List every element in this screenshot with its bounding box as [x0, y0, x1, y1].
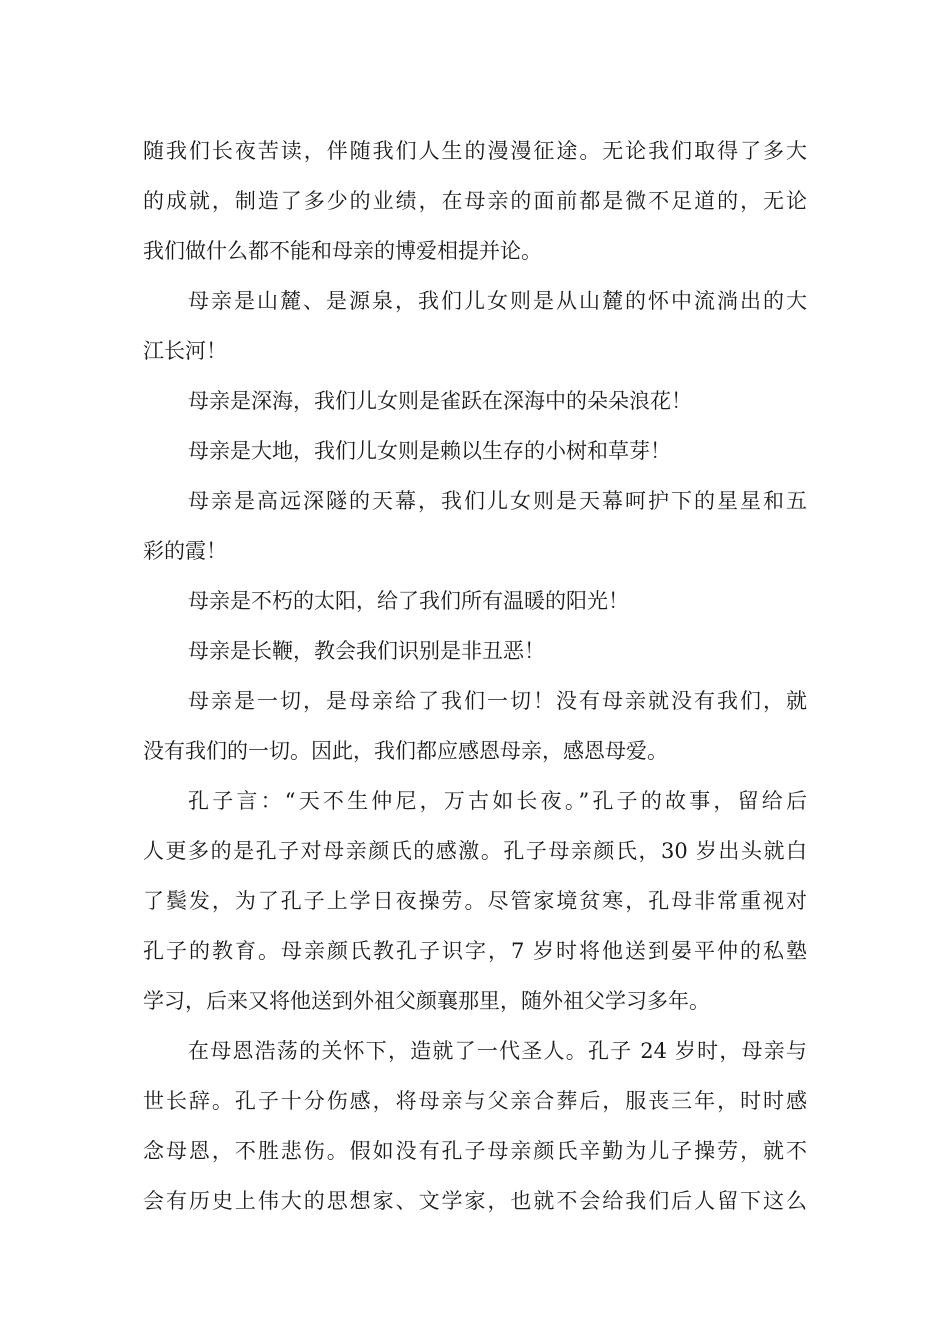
text-line: 了鬓发，为了孔子上学日夜操劳。尽管家境贫寒，孔母非常重视对: [143, 889, 807, 913]
text-line: 孔子的教育。母亲颜氏教孔子识字，7 岁时将他送到晏平仲的私塾: [143, 939, 807, 963]
text-line: 人更多的是孔子对母亲颜氏的感激。孔子母亲颜氏，30 岁出头就白: [143, 839, 807, 863]
text-line: 母亲是长鞭，教会我们识别是非丑恶！: [188, 639, 545, 663]
text-line: 学习，后来又将他送到外祖父颜襄那里，随外祖父学习多年。: [143, 989, 710, 1013]
paragraph-mountain: [143, 276, 807, 376]
text-line: 念母恩，不胜悲伤。假如没有孔子母亲颜氏辛勤为儿子操劳，就不: [143, 1139, 807, 1163]
paragraph-continuation: [143, 126, 807, 276]
text-line: 江长河！: [143, 339, 227, 363]
text-line: 的成就，制造了多少的业绩，在母亲的面前都是微不足道的，无论: [143, 189, 807, 213]
paragraph-sea: [143, 376, 807, 426]
paragraph-sage: [143, 1026, 807, 1226]
text-line: 我们做什么都不能和母亲的博爱相提并论。: [143, 239, 542, 263]
text-line: 会有历史上伟大的思想家、文学家，也就不会给我们后人留下这么: [143, 1189, 807, 1213]
text-line: 母亲是山麓、是源泉，我们儿女则是从山麓的怀中流淌出的大: [188, 289, 807, 313]
paragraph-everything: [143, 676, 807, 776]
text-line: 母亲是不朽的太阳，给了我们所有温暖的阳光！: [188, 589, 629, 613]
paragraph-whip: [143, 626, 807, 676]
text-line: 在母恩浩荡的关怀下，造就了一代圣人。孔子 24 岁时，母亲与: [188, 1039, 807, 1063]
text-line: 彩的霞！: [143, 539, 227, 563]
text-line: 随我们长夜苦读，伴随我们人生的漫漫征途。无论我们取得了多大: [143, 139, 807, 163]
paragraph-sky: [143, 476, 807, 576]
text-line: 母亲是高远深隧的天幕，我们儿女则是天幕呵护下的星星和五: [188, 489, 807, 513]
text-line: 母亲是一切，是母亲给了我们一切！没有母亲就没有我们，就: [188, 689, 807, 713]
paragraph-sun: [143, 576, 807, 626]
text-line: 孔子言：“天不生仲尼，万古如长夜。”孔子的故事，留给后: [188, 789, 807, 813]
paragraph-confucius: [143, 776, 807, 1026]
document-page: [143, 126, 807, 1226]
text-line: 没有我们的一切。因此，我们都应感恩母亲，感恩母爱。: [143, 739, 668, 763]
text-line: 母亲是大地，我们儿女则是赖以生存的小树和草芽！: [188, 439, 671, 463]
paragraph-earth: [143, 426, 807, 476]
text-line: 世长辞。孔子十分伤感，将母亲与父亲合葬后，服丧三年，时时感: [143, 1089, 807, 1113]
text-line: 母亲是深海，我们儿女则是雀跃在深海中的朵朵浪花！: [188, 389, 692, 413]
